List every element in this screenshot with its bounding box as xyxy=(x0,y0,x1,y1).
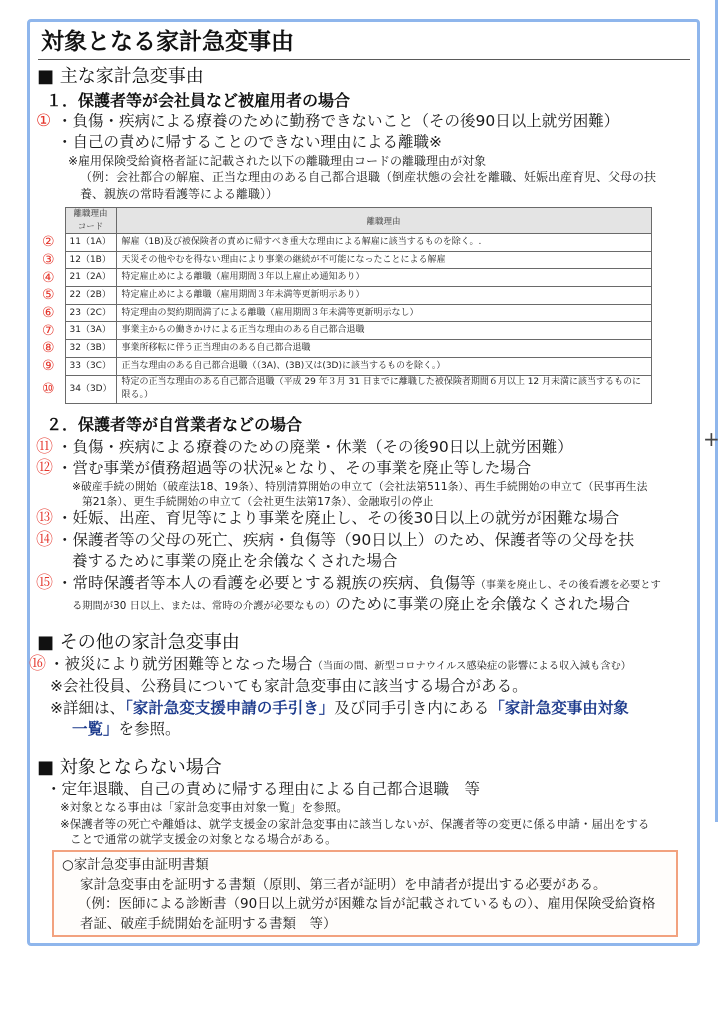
circled-number: ⑤ xyxy=(42,287,55,304)
reason-code: 32（3B） xyxy=(65,340,116,358)
section-heading-not-covered: ■ 対象とならない場合 xyxy=(37,757,222,778)
circled-number: ⑫ xyxy=(36,458,53,478)
reason-code: 11（1A） xyxy=(65,234,116,252)
subsection-heading-self-employed: ２．保護者等が自営業者などの場合 xyxy=(46,415,303,434)
footnote: ※保護者等の死亡や離婚は、就学支援金の家計急変事由に該当しないが、保護者等の変更に係る申請・届出をする xyxy=(60,817,650,831)
circled-number: ③ xyxy=(42,252,55,269)
list-reference: 「家計急変事由対象 xyxy=(489,699,629,717)
reason-code: 12（1B） xyxy=(65,251,116,269)
reason-text: 事業所移転に伴う正当理由のある自己都合退職 xyxy=(116,340,651,358)
circled-number: ⑬ xyxy=(36,508,53,528)
proof-box-title: ○家計急変事由証明書類 xyxy=(62,857,209,873)
circled-number: ⑮ xyxy=(36,573,53,593)
table-header-code xyxy=(65,208,116,234)
reason-code: 23（2C） xyxy=(65,304,116,322)
table-row xyxy=(36,251,651,269)
circled-number: ⑩ xyxy=(42,381,55,398)
proof-box-line: 者証、破産手続開始を証明する書類 等） xyxy=(80,916,337,932)
note-text: ※詳細は、 xyxy=(50,699,125,717)
title-underline xyxy=(38,59,690,60)
reason-item-continuation: 養するために事業の廃止を余儀なくされた場合 xyxy=(72,552,398,570)
note-text: を参照。 xyxy=(118,720,181,738)
reason-item-text: となり、その事業を廃止等した場合 xyxy=(283,459,532,477)
reason-item: ・保護者等の父母の死亡、疾病・負傷等（90日以上）のため、保護者等の父母を扶 xyxy=(57,531,635,549)
list-reference: 一覧」 xyxy=(72,720,119,738)
table-row xyxy=(36,269,651,287)
table-row xyxy=(36,375,651,404)
note-officers: ※会社役員、公務員についても家計急変事由に該当する場合がある。 xyxy=(50,677,528,695)
reason-item-continuation xyxy=(72,597,630,613)
reason-item: ・負傷・疾病による療養のために勤務できないこと（その後90日以上就労困難） xyxy=(57,112,620,130)
subsection-heading-employee: １．保護者等が会社員など被雇用者の場合 xyxy=(46,91,351,110)
table-row xyxy=(36,304,651,322)
circled-number: ⑪ xyxy=(36,437,53,457)
footnote: ※対象となる事由は「家計急変事由対象一覧」を参照。 xyxy=(60,800,348,814)
circled-number: ⑯ xyxy=(29,654,46,674)
reason-item xyxy=(49,657,631,673)
adjacent-panel-edge xyxy=(715,0,724,822)
table-row xyxy=(36,322,651,340)
table-header-spacer xyxy=(36,208,65,234)
reason-item xyxy=(57,576,661,592)
circled-number: ② xyxy=(42,234,55,251)
circled-number: ⑨ xyxy=(42,358,55,375)
table-row xyxy=(36,234,651,252)
reason-text: 解雇（1B)及び被保険者の責めに帰すべき重大な理由による解雇に該当するものを除く。. xyxy=(116,234,651,252)
reason-code: 22（2B） xyxy=(65,287,116,305)
reason-item: ・妊娠、出産、育児等により事業を廃止し、その後30日以上の就労が困難な場合 xyxy=(57,509,620,527)
section-heading-main-reasons: ■ 主な家計急変事由 xyxy=(37,66,204,87)
reason-item-text: ・常時保護者等本人の看護を必要とする親族の疾病、負傷等 xyxy=(57,574,476,592)
section-heading-other-reasons: ■ その他の家計急変事由 xyxy=(37,632,240,653)
reason-item: ・負傷・疾病による療養のための廃業・休業（その後90日以上就労困難） xyxy=(57,438,573,456)
reason-item-parenthetical: （当面の間、新型コロナウイルス感染症の影響による収入減も含む） xyxy=(312,660,632,672)
note-details xyxy=(50,701,629,717)
reason-text: 特定の正当な理由のある自己都合退職（平成 29 年３月 31 日までに離職した被保険者期間６月以上 12 月未満に該当するものに限る。） xyxy=(116,375,651,404)
reason-code: 21（2A） xyxy=(65,269,116,287)
footnote: ※雇用保険受給資格者証に記載された以下の離職理由コードの離職理由が対象 xyxy=(68,154,487,168)
table-header-row xyxy=(36,208,651,234)
guide-reference: 「家計急変支援申請の手引き」 xyxy=(125,699,335,717)
header-code-line: 離職理由 xyxy=(73,209,108,220)
header-code-line: コード xyxy=(77,221,104,232)
page-title: 対象となる家計急変事由 xyxy=(41,29,294,55)
reason-text: 特定雇止めによる離職（雇用期間３年以上雇止め通知あり） xyxy=(116,269,651,287)
footnote-example: （例：会社都合の解雇、正当な理由のある自己都合退職（倒産状態の会社を離職、妊娠出産育児、父母の扶 xyxy=(80,170,657,184)
reason-code: 33（3C） xyxy=(65,357,116,375)
note-text: 及び同手引き内にある xyxy=(334,699,490,717)
reason-item-parenthetical: （事業を廃止し、その後看護を必要とす xyxy=(475,579,661,591)
proof-box-line: 家計急変事由を証明する書類（原則、第三者が証明）を申請者が提出する必要がある。 xyxy=(80,877,607,893)
footnote: ※破産手続の開始（破産法18、19条）、特別清算開始の申立て（会社法第511条）、再生手続開始の申立て（民事再生法 xyxy=(72,480,648,493)
reason-code: 34（3D） xyxy=(65,375,116,404)
reason-item: ・自己の責めに帰することのできない理由による離職※ xyxy=(57,133,442,151)
table-row xyxy=(36,357,651,375)
circled-number: ① xyxy=(36,111,52,131)
reason-item-text: のために事業の廃止を余儀なくされた場合 xyxy=(335,595,631,613)
reason-text: 正当な理由のある自己都合退職（（3A)、(3B)又は(3D)に該当するものを除く。） xyxy=(116,357,651,375)
footnote: 第21条）、更生手続開始の申立て（会社更生法第17条）、金融取引の停止 xyxy=(82,495,434,508)
reason-text: 特定理由の契約期間満了による離職（雇用期間３年未満等更新明示なし） xyxy=(116,304,651,322)
reason-text: 事業主からの働きかけによる正当な理由のある自己都合退職 xyxy=(116,322,651,340)
proof-box-line: （例：医師による診断書（90日以上就労が困難な旨が記載されているもの）、雇用保険受給資格 xyxy=(78,896,656,912)
table-row xyxy=(36,287,651,305)
separation-reason-code-table xyxy=(36,207,652,404)
reason-item-parenthetical: る期間が30 日以上、または、常時の介護が必要なもの） xyxy=(72,600,336,612)
circled-number: ⑥ xyxy=(42,305,55,322)
table-row xyxy=(36,340,651,358)
circled-number: ④ xyxy=(42,269,55,286)
reason-code: 31（3A） xyxy=(65,322,116,340)
circled-number: ⑭ xyxy=(36,530,53,550)
circled-number: ⑧ xyxy=(42,340,55,357)
reason-item-text: ・営む事業が債務超過等の状況 xyxy=(57,459,275,477)
footnote-mark: ※ xyxy=(274,463,284,476)
reason-text: 特定雇止めによる離職（雇用期間３年未満等更新明示あり） xyxy=(116,287,651,305)
footnote: ことで通常の就学支援金の対象となる場合がある。 xyxy=(70,832,337,846)
plus-marker: + xyxy=(703,427,720,451)
proof-documents-box xyxy=(52,850,678,937)
table-header-reason: 離職理由 xyxy=(116,208,651,234)
footnote-example: 養、親族の常時看護等による離職）） xyxy=(80,187,279,201)
reason-text: 天災その他やむを得ない理由により事業の継続が不可能になったことによる解雇 xyxy=(116,251,651,269)
reason-item xyxy=(57,461,531,477)
note-details-continuation xyxy=(72,722,181,738)
not-covered-item: ・定年退職、自己の責めに帰する理由による自己都合退職 等 xyxy=(46,780,481,798)
circled-number: ⑦ xyxy=(42,322,55,339)
reason-item-text: ・被災により就労困難等となった場合 xyxy=(49,655,313,673)
